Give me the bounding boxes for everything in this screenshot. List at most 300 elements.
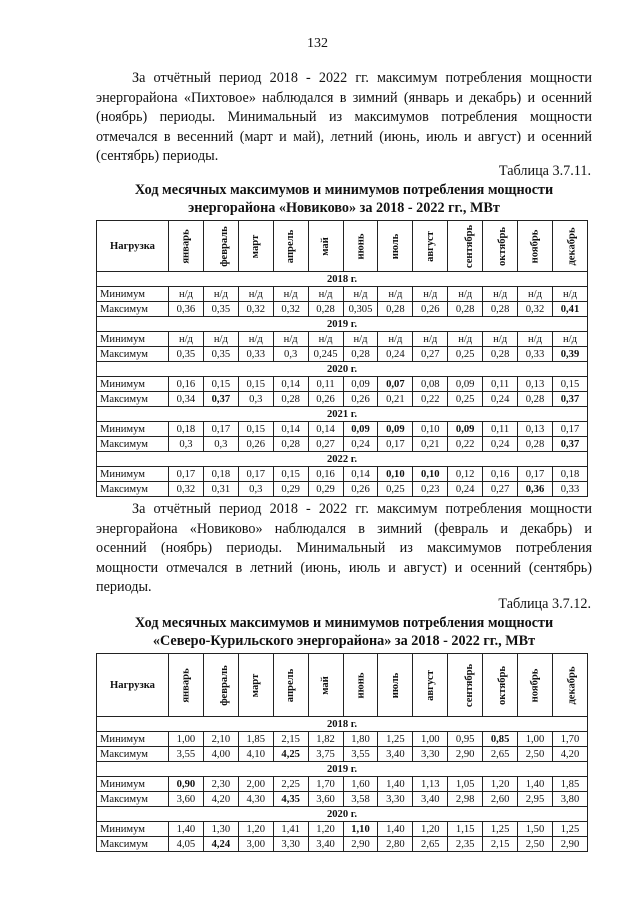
table-cell: 3,60 (308, 792, 343, 807)
table-cell: 3,30 (413, 747, 448, 762)
paragraph-line: отмечался в весенний (март и май), летний (июнь, июль и август) и осенний (96, 128, 592, 145)
year-label: 2019 г. (97, 762, 588, 777)
table2-title (96, 614, 592, 650)
table1-title (96, 181, 592, 217)
table-cell: 0,27 (308, 437, 343, 452)
table-cell: 2,90 (343, 837, 378, 852)
table-cell: н/д (413, 332, 448, 347)
table2-caption: Таблица 3.7.12. (498, 596, 591, 612)
header-month-label: январь (180, 667, 192, 703)
table-cell: 0,17 (238, 467, 273, 482)
header-month-label: сентябрь (464, 663, 476, 707)
table2-title-line2: «Северо-Курильского энергорайона» за 2018 - 2022 гг., МВт (152, 633, 536, 649)
table-cell: 3,40 (378, 747, 413, 762)
table-cell: н/д (273, 287, 308, 302)
table-severo-kurilsk (96, 653, 588, 852)
year-label: 2021 г. (97, 407, 588, 422)
table-cell: 0,09 (343, 422, 378, 437)
row-label: Минимум (97, 377, 169, 392)
table-cell: 0,245 (308, 347, 343, 362)
table-cell: 2,00 (238, 777, 273, 792)
table-cell: 1,13 (413, 777, 448, 792)
table-cell: 0,07 (378, 377, 413, 392)
table-cell: 2,30 (203, 777, 238, 792)
maximum-row (97, 437, 588, 452)
table-cell: 1,20 (238, 822, 273, 837)
maximum-row (97, 347, 588, 362)
year-label: 2020 г. (97, 807, 588, 822)
table-cell: 3,75 (308, 747, 343, 762)
table-cell: 0,09 (343, 377, 378, 392)
table-cell: 3,60 (169, 792, 204, 807)
row-label: Минимум (97, 467, 169, 482)
table-cell: 2,25 (273, 777, 308, 792)
table-cell: 3,80 (552, 792, 587, 807)
table-cell: 4,25 (273, 747, 308, 762)
maximum-row (97, 482, 588, 497)
table-cell: 1,40 (169, 822, 204, 837)
year-label: 2022 г. (97, 452, 588, 467)
table-cell: 2,35 (448, 837, 483, 852)
header-month (343, 221, 378, 272)
table-cell: н/д (483, 332, 518, 347)
table-cell: 2,80 (378, 837, 413, 852)
table-cell: 2,50 (518, 747, 553, 762)
table-cell: н/д (343, 287, 378, 302)
table-cell: н/д (308, 287, 343, 302)
minimum-row (97, 777, 588, 792)
table-cell: 4,00 (203, 747, 238, 762)
table-cell: 0,11 (308, 377, 343, 392)
table-cell: 0,18 (169, 422, 204, 437)
header-month (203, 654, 238, 717)
header-month (552, 221, 587, 272)
year-row (97, 717, 588, 732)
header-month-label: август (424, 669, 436, 701)
table-cell: 1,20 (483, 777, 518, 792)
table-cell: н/д (203, 287, 238, 302)
table-cell: 4,10 (238, 747, 273, 762)
table-cell: 1,70 (308, 777, 343, 792)
table-cell: н/д (308, 332, 343, 347)
year-label: 2018 г. (97, 272, 588, 287)
table-cell: 3,55 (169, 747, 204, 762)
table-cell: 2,15 (483, 837, 518, 852)
table-cell: 0,25 (448, 347, 483, 362)
year-row (97, 317, 588, 332)
table-cell: 0,35 (203, 347, 238, 362)
row-label: Максимум (97, 837, 169, 852)
header-month-label: август (424, 230, 436, 262)
table-cell: 2,90 (552, 837, 587, 852)
header-month-label: апрель (285, 668, 297, 702)
row-label: Максимум (97, 437, 169, 452)
paragraph-line: энергорайона «Новиково» наблюдался в зимний (февраль и декабрь) и (96, 520, 592, 537)
table-cell: 0,13 (518, 377, 553, 392)
table-cell: 0,17 (518, 467, 553, 482)
table-cell: 0,25 (378, 482, 413, 497)
table-cell: 0,14 (308, 422, 343, 437)
table-cell: 2,65 (483, 747, 518, 762)
row-label: Минимум (97, 777, 169, 792)
table-cell: 0,3 (238, 392, 273, 407)
header-month-label: ноябрь (529, 229, 541, 263)
table-cell: н/д (343, 332, 378, 347)
table-cell: 0,28 (273, 392, 308, 407)
header-month-label: декабрь (566, 226, 578, 266)
minimum-row (97, 287, 588, 302)
table-cell: 0,14 (343, 467, 378, 482)
table-cell: 0,32 (518, 302, 553, 317)
year-row (97, 407, 588, 422)
table-cell: 0,26 (238, 437, 273, 452)
header-month (238, 654, 273, 717)
table-cell: 0,14 (273, 422, 308, 437)
table-cell: 2,50 (518, 837, 553, 852)
table-cell: 0,12 (448, 467, 483, 482)
table-cell: 0,37 (203, 392, 238, 407)
header-month (448, 221, 483, 272)
header-month-label: июнь (354, 233, 366, 259)
table-cell: 0,09 (448, 422, 483, 437)
row-label: Максимум (97, 482, 169, 497)
table-cell: 0,36 (518, 482, 553, 497)
year-row (97, 807, 588, 822)
table-cell: 1,20 (308, 822, 343, 837)
table-cell: 4,24 (203, 837, 238, 852)
table-cell: 1,00 (169, 732, 204, 747)
paragraph-line: (сентябрь) периоды. (96, 148, 219, 165)
table-cell: 0,28 (273, 437, 308, 452)
paragraph-line: энергорайона «Пихтовое» наблюдался в зимний (январь и декабрь) и осенний (96, 89, 592, 106)
table-cell: 0,08 (413, 377, 448, 392)
table-cell: 0,24 (448, 482, 483, 497)
table-cell: 0,27 (483, 482, 518, 497)
table-cell: н/д (203, 332, 238, 347)
header-month-label: ноябрь (529, 668, 541, 702)
header-month-label: декабрь (566, 665, 578, 705)
table-cell: 1,00 (518, 732, 553, 747)
header-month (378, 654, 413, 717)
table-cell: 0,24 (343, 437, 378, 452)
header-month (378, 221, 413, 272)
table-cell: 0,13 (518, 422, 553, 437)
table-cell: 0,15 (273, 467, 308, 482)
table-cell: н/д (238, 332, 273, 347)
year-row (97, 362, 588, 377)
year-label: 2018 г. (97, 717, 588, 732)
table-cell: 2,15 (273, 732, 308, 747)
row-label: Минимум (97, 332, 169, 347)
row-label: Максимум (97, 347, 169, 362)
table-cell: 1,40 (378, 822, 413, 837)
table2-title-line1: Ход месячных максимумов и минимумов потребления мощности (134, 615, 554, 631)
table-cell: 0,33 (518, 347, 553, 362)
minimum-row (97, 822, 588, 837)
table-cell: 1,85 (552, 777, 587, 792)
table1-title-line2: энергорайона «Новиково» за 2018 - 2022 гг., МВт (188, 200, 500, 216)
header-month (483, 221, 518, 272)
table-cell: 2,98 (448, 792, 483, 807)
table-cell: 0,32 (169, 482, 204, 497)
minimum-row (97, 422, 588, 437)
header-month (413, 654, 448, 717)
table-cell: 3,30 (378, 792, 413, 807)
table-cell: 0,305 (343, 302, 378, 317)
table-cell: 3,00 (238, 837, 273, 852)
header-month-label: февраль (218, 664, 230, 706)
header-month (483, 654, 518, 717)
table-cell: 0,09 (448, 377, 483, 392)
table-cell: 0,36 (169, 302, 204, 317)
table-cell: 1,05 (448, 777, 483, 792)
header-load: Нагрузка (97, 221, 169, 272)
table-cell: 0,16 (169, 377, 204, 392)
table-cell: 0,26 (343, 392, 378, 407)
header-month (273, 654, 308, 717)
header-month-label: март (250, 234, 262, 258)
header-month-label: май (320, 675, 332, 695)
table-cell: 1,80 (343, 732, 378, 747)
header-month (169, 654, 204, 717)
table-cell: 2,65 (413, 837, 448, 852)
maximum-row (97, 747, 588, 762)
table-cell: 0,10 (413, 422, 448, 437)
row-label: Минимум (97, 822, 169, 837)
table-cell: 4,20 (203, 792, 238, 807)
paragraph-line: осенний (ноябрь) периоды. Минимальный из максимумов потребления (96, 540, 592, 557)
table-cell: 0,10 (378, 467, 413, 482)
table-cell: 3,55 (343, 747, 378, 762)
table-cell: 0,29 (308, 482, 343, 497)
maximum-row (97, 792, 588, 807)
table-cell: 0,37 (552, 392, 587, 407)
table-cell: 2,60 (483, 792, 518, 807)
header-month (273, 221, 308, 272)
table1-caption: Таблица 3.7.11. (498, 163, 591, 179)
table-cell: 1,41 (273, 822, 308, 837)
table-cell: 0,35 (203, 302, 238, 317)
table-cell: 1,15 (448, 822, 483, 837)
table-cell: 0,24 (483, 392, 518, 407)
table-cell: 0,24 (483, 437, 518, 452)
row-label: Минимум (97, 732, 169, 747)
table-cell: н/д (238, 287, 273, 302)
table-cell: 0,37 (552, 437, 587, 452)
table-cell: 4,30 (238, 792, 273, 807)
table-cell: 0,28 (378, 302, 413, 317)
table-cell: 0,10 (413, 467, 448, 482)
table-cell: 3,58 (343, 792, 378, 807)
header-month (308, 221, 343, 272)
header-month-label: июль (389, 672, 401, 698)
table-cell: 0,23 (413, 482, 448, 497)
table-cell: 4,20 (552, 747, 587, 762)
header-month-label: апрель (285, 229, 297, 263)
table-cell: н/д (518, 332, 553, 347)
table-cell: н/д (518, 287, 553, 302)
header-month (552, 654, 587, 717)
table-cell: 0,15 (203, 377, 238, 392)
header-month-label: сентябрь (464, 224, 476, 268)
table-cell: 1,40 (518, 777, 553, 792)
table-cell: 0,11 (483, 422, 518, 437)
table-cell: 0,27 (413, 347, 448, 362)
table-cell: 0,28 (518, 437, 553, 452)
table-cell: 4,05 (169, 837, 204, 852)
table-cell: 1,25 (483, 822, 518, 837)
table-cell: 3,40 (413, 792, 448, 807)
table-cell: 0,28 (483, 347, 518, 362)
table-cell: н/д (378, 332, 413, 347)
table-cell: 0,18 (552, 467, 587, 482)
table-cell: 2,95 (518, 792, 553, 807)
table-cell: 0,31 (203, 482, 238, 497)
table-cell: 0,21 (378, 392, 413, 407)
table-cell: 0,34 (169, 392, 204, 407)
year-row (97, 452, 588, 467)
table-cell: 0,28 (448, 302, 483, 317)
table-cell: 0,16 (483, 467, 518, 482)
table-cell: н/д (273, 332, 308, 347)
row-label: Минимум (97, 287, 169, 302)
table-cell: 0,15 (552, 377, 587, 392)
table-cell: н/д (448, 332, 483, 347)
table-cell: 1,40 (378, 777, 413, 792)
table-cell: 1,60 (343, 777, 378, 792)
table-cell: н/д (413, 287, 448, 302)
minimum-row (97, 377, 588, 392)
table-cell: 0,28 (308, 302, 343, 317)
table-cell: 0,21 (413, 437, 448, 452)
table-cell: 0,09 (378, 422, 413, 437)
table-cell: 0,33 (238, 347, 273, 362)
table-cell: 0,32 (273, 302, 308, 317)
minimum-row (97, 467, 588, 482)
table-novikovo (96, 220, 588, 497)
header-month (169, 221, 204, 272)
table-cell: 0,15 (238, 377, 273, 392)
table-cell: 0,29 (273, 482, 308, 497)
table-cell: 0,11 (483, 377, 518, 392)
header-month-label: октябрь (497, 665, 509, 705)
table-cell: 0,17 (552, 422, 587, 437)
table-cell: 0,85 (483, 732, 518, 747)
header-month-label: июнь (354, 672, 366, 698)
table-cell: н/д (378, 287, 413, 302)
table-cell: 1,70 (552, 732, 587, 747)
paragraph-line: (ноябрь) периоды. Минимальный из максимумов потребления мощности (96, 109, 592, 126)
table-cell: 0,33 (552, 482, 587, 497)
table-cell: 2,10 (203, 732, 238, 747)
table-cell: 0,26 (308, 392, 343, 407)
header-month (203, 221, 238, 272)
table-cell: 0,41 (552, 302, 587, 317)
header-month-label: июль (389, 233, 401, 259)
minimum-row (97, 332, 588, 347)
table-cell: 1,00 (413, 732, 448, 747)
table-cell: 0,26 (343, 482, 378, 497)
table-cell: 0,3 (203, 437, 238, 452)
table-cell: 0,17 (203, 422, 238, 437)
header-month (413, 221, 448, 272)
minimum-row (97, 732, 588, 747)
paragraph-line: За отчётный период 2018 - 2022 гг. максимум потребления мощности (132, 501, 592, 517)
table-cell: 2,90 (448, 747, 483, 762)
header-month (308, 654, 343, 717)
table-cell: 4,35 (273, 792, 308, 807)
table-cell: 1,85 (238, 732, 273, 747)
table-cell: 0,35 (169, 347, 204, 362)
table-cell: 1,25 (552, 822, 587, 837)
year-row (97, 762, 588, 777)
header-month-label: февраль (218, 225, 230, 267)
table-cell: 3,40 (308, 837, 343, 852)
page-number: 132 (307, 36, 328, 51)
table-cell: 0,25 (448, 392, 483, 407)
table-cell: 0,32 (238, 302, 273, 317)
row-label: Максимум (97, 302, 169, 317)
table1-title-line1: Ход месячных максимумов и минимумов потребления мощности (134, 182, 554, 198)
table-cell: 1,10 (343, 822, 378, 837)
table-cell: 1,30 (203, 822, 238, 837)
row-label: Минимум (97, 422, 169, 437)
year-label: 2020 г. (97, 362, 588, 377)
table-cell: н/д (169, 287, 204, 302)
header-month (238, 221, 273, 272)
header-month (343, 654, 378, 717)
header-month (518, 654, 553, 717)
header-load: Нагрузка (97, 654, 169, 717)
table-cell: 1,50 (518, 822, 553, 837)
paragraph-line: мощности отмечался в летний (июнь, июль и август) и осенний (сентябрь) (96, 559, 592, 576)
table-cell: 0,14 (273, 377, 308, 392)
table-cell: 1,20 (413, 822, 448, 837)
table-cell: 0,95 (448, 732, 483, 747)
paragraph-line: периоды. (96, 579, 152, 596)
table-cell: н/д (448, 287, 483, 302)
table-cell: 0,22 (448, 437, 483, 452)
table-header-row (97, 654, 588, 717)
maximum-row (97, 302, 588, 317)
year-row (97, 272, 588, 287)
table-cell: 0,28 (483, 302, 518, 317)
table-cell: 0,24 (378, 347, 413, 362)
paragraph-line: За отчётный период 2018 - 2022 гг. максимум потребления мощности (132, 70, 592, 86)
table-cell: 0,28 (518, 392, 553, 407)
table-cell: 0,15 (238, 422, 273, 437)
table-cell: 0,16 (308, 467, 343, 482)
row-label: Максимум (97, 792, 169, 807)
table-cell: 0,18 (203, 467, 238, 482)
table-cell: 0,90 (169, 777, 204, 792)
header-month-label: март (250, 673, 262, 697)
header-month (518, 221, 553, 272)
paragraph-novikovo (96, 500, 592, 598)
maximum-row (97, 392, 588, 407)
table-cell: 0,22 (413, 392, 448, 407)
year-label: 2019 г. (97, 317, 588, 332)
table-header-row (97, 221, 588, 272)
header-month-label: май (320, 236, 332, 256)
table-cell: 0,3 (169, 437, 204, 452)
table-cell: н/д (552, 332, 587, 347)
table-cell: 0,28 (343, 347, 378, 362)
header-month-label: январь (180, 228, 192, 264)
paragraph-pikhtovoe (96, 69, 592, 167)
table-cell: 0,26 (413, 302, 448, 317)
maximum-row (97, 837, 588, 852)
